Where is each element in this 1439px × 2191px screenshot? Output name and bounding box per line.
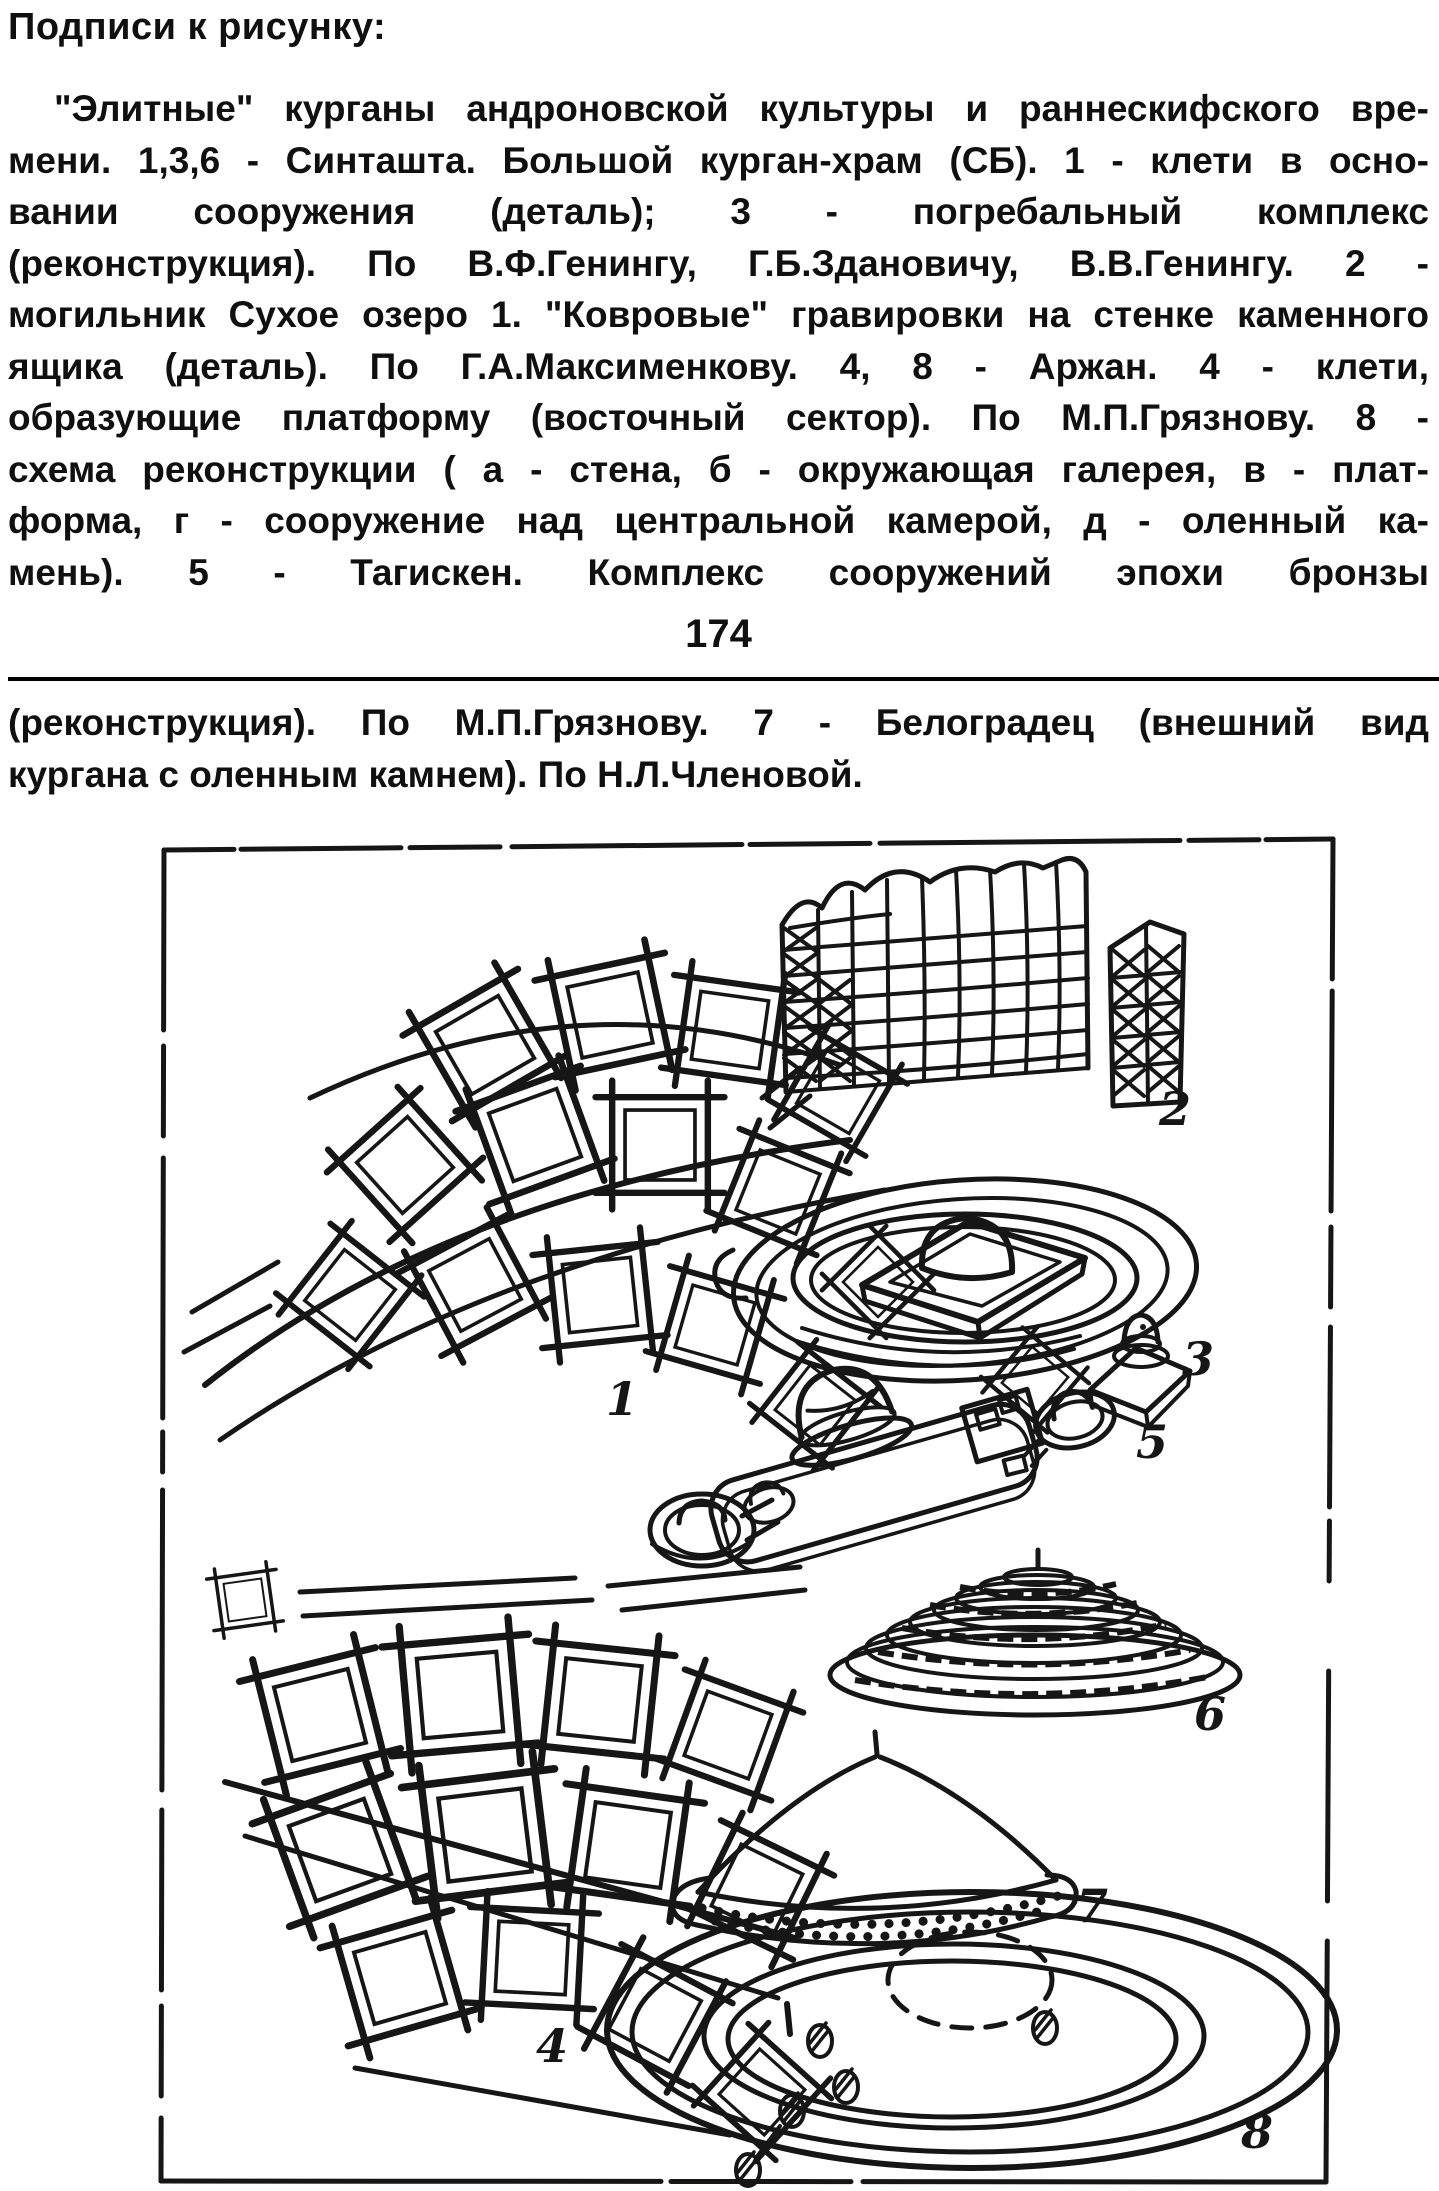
caption-line: кургана с оленным камнем). По Н.Л.Членовой. (8, 753, 863, 795)
item-3-burial-complex-plan (715, 1164, 1204, 1396)
caption-line: мени. 1,3,6 - Синташта. Большой курган-храм (СБ). 1 - клети в осно- (8, 139, 1429, 181)
kurgan-figure-drawing (150, 830, 1350, 2191)
caption-line: (реконструкция). По М.П.Грязнову. 7 - Белоградец (внешний вид (8, 702, 1429, 743)
item-6-ridged-mound (830, 1550, 1240, 1715)
caption-line: форма, г - сооружение над центральной камерой, д - оленный ка- (8, 500, 1429, 541)
item-7-label: 7 (1075, 1879, 1109, 1933)
page-number: 174 (685, 612, 752, 656)
item-5-label: 5 (1135, 1415, 1169, 1469)
caption-line: ящика (деталь). По Г.А.Максименкову. 4, 8 - Аржан. 4 - клети, (8, 345, 1429, 387)
item-2-label: 2 (1158, 1082, 1192, 1136)
caption-line: образующие платформу (восточный сектор). По М.П.Грязнову. 8 - (8, 397, 1429, 438)
caption-line: "Элитные" курганы андроновской культуры и раннескифского вре- (54, 88, 1429, 129)
item-8-label: 8 (1240, 2105, 1274, 2159)
item-6-label: 6 (1193, 1687, 1227, 1741)
item-5-tagisken-complex (650, 1315, 1190, 1580)
caption-line: мень). 5 - Тагискен. Комплекс сооружений эпохи бронзы (8, 551, 1429, 593)
deer-stone-mark (834, 2069, 858, 2103)
caption-line: вании сооружения (деталь); 3 - погребальный комплекс (8, 191, 1429, 232)
item-2-carpet-engraving-panel (782, 859, 1184, 1107)
item-3-label: 3 (1181, 1332, 1215, 1386)
page-divider (8, 677, 1439, 681)
kurgan-figure (150, 830, 1350, 2191)
caption-line: схема реконструкции ( а - стена, б - окружающая галерея, в - плат- (8, 448, 1429, 490)
text-column (8, 6, 1429, 800)
deer-stone-mark (1033, 2010, 1057, 2044)
figure-caption-paragraph (8, 83, 1429, 598)
caption-line: (реконструкция). По В.Ф.Генингу, Г.Б.Здановичу, В.В.Генингу. 2 - (8, 242, 1429, 284)
deer-stone-mark (808, 2023, 832, 2057)
caption-continuation-paragraph (8, 697, 1429, 800)
item-4-timber-cribs-platform (205, 1560, 841, 2171)
item-4-label: 4 (535, 2019, 569, 2073)
caption-line: могильник Сухое озеро 1. "Ковровые" гравировки на стенке каменного (8, 294, 1429, 335)
item-1-label: 1 (605, 1372, 639, 1426)
figure-captions-header: Подписи к рисунку: (8, 6, 387, 48)
